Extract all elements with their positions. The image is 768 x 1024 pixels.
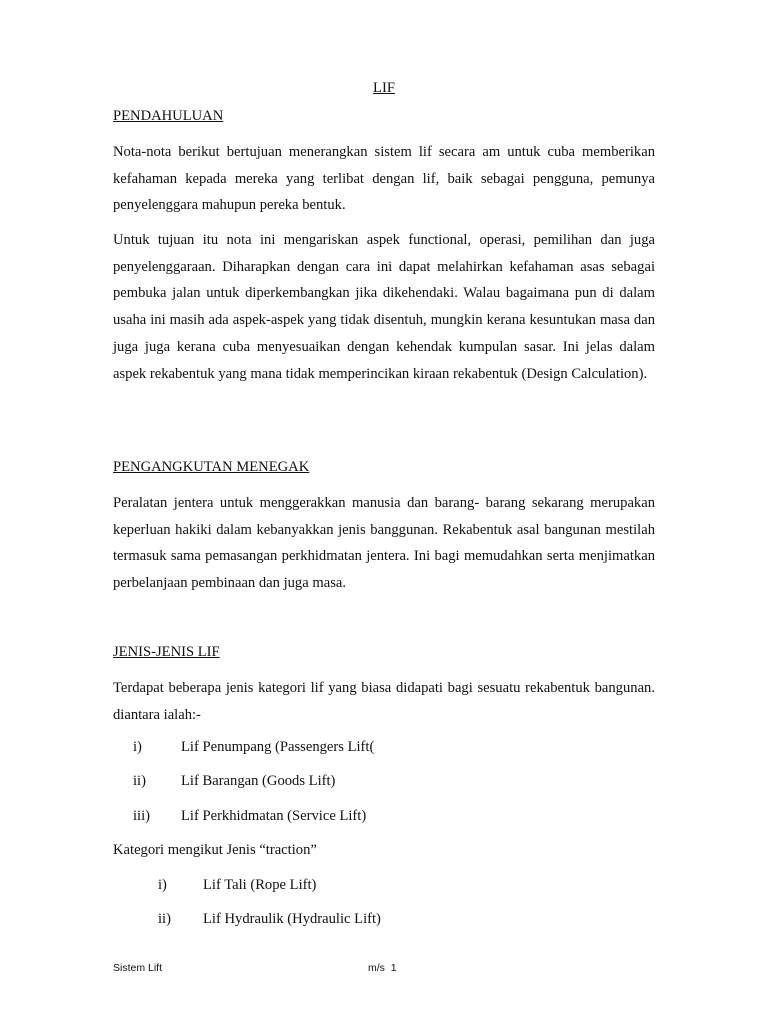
list-number: ii) — [158, 911, 171, 927]
list-number: i) — [158, 877, 167, 893]
paragraph: Untuk tujuan itu nota ini mengariskan aspek functional, operasi, pemilihan dan juga penyelenggaraan. Diharapkan dengan cara ini dapat melahirkan kefahaman asas sebagai pembuka jalan untuk diperkembangkan jika dikehendaki. Walau bagaimana pun di dalam usaha ini masih ada aspek-aspek yang tidak disentuh, mungkin kerana kesuntukan masa dan juga juga kerana cuba menyesuaikan dengan kehendak kumpulan sasar. Ini jelas dalam aspek rekabentuk yang mana tidak memperincikan kiraan rekabentuk (Design Calculation). — [113, 232, 655, 382]
section-heading: PENGANGKUTAN MENEGAK — [113, 459, 310, 475]
list-number: iii) — [133, 808, 151, 824]
page-title: LIF — [373, 80, 395, 96]
footer-page-number: m/s 1 — [368, 962, 397, 974]
section-heading: PENDAHULUAN — [113, 108, 224, 124]
list-number: i) — [133, 739, 142, 755]
list-text: Lif Barangan (Goods Lift) — [181, 773, 336, 789]
list-text: Lif Tali (Rope Lift) — [203, 877, 317, 893]
traction-intro: Kategori mengikut Jenis “traction” — [113, 842, 317, 858]
paragraph: Nota-nota berikut bertujuan menerangkan sistem lif secara am untuk cuba memberikan kefahaman kepada mereka yang terlibat dengan lif, baik sebagai pengguna, pemunya penyelenggara mahupun pereka bentuk. — [113, 144, 655, 214]
list-text: Lif Penumpang (Passengers Lift( — [181, 739, 375, 755]
section-heading: JENIS-JENIS LIF — [113, 644, 220, 660]
paragraph: Terdapat beberapa jenis kategori lif yang biasa didapati bagi sesuatu rekabentuk bangunan. diantara ialah:- — [113, 680, 655, 723]
paragraph: Peralatan jentera untuk menggerakkan manusia dan barang- barang sekarang merupakan keperluan hakiki dalam kebanyakkan jenis banggunan. Rekabentuk asal bangunan mestilah termasuk sama pemasangan perkhidmatan jentera. Ini bagi memudahkan serta menjimatkan perbelanjaan pembinaan dan juga masa. — [113, 495, 655, 592]
list-text: Lif Perkhidmatan (Service Lift) — [181, 808, 367, 824]
list-text: Lif Hydraulik (Hydraulic Lift) — [203, 911, 381, 927]
footer-left: Sistem Lift — [113, 962, 163, 974]
list-number: ii) — [133, 773, 146, 789]
